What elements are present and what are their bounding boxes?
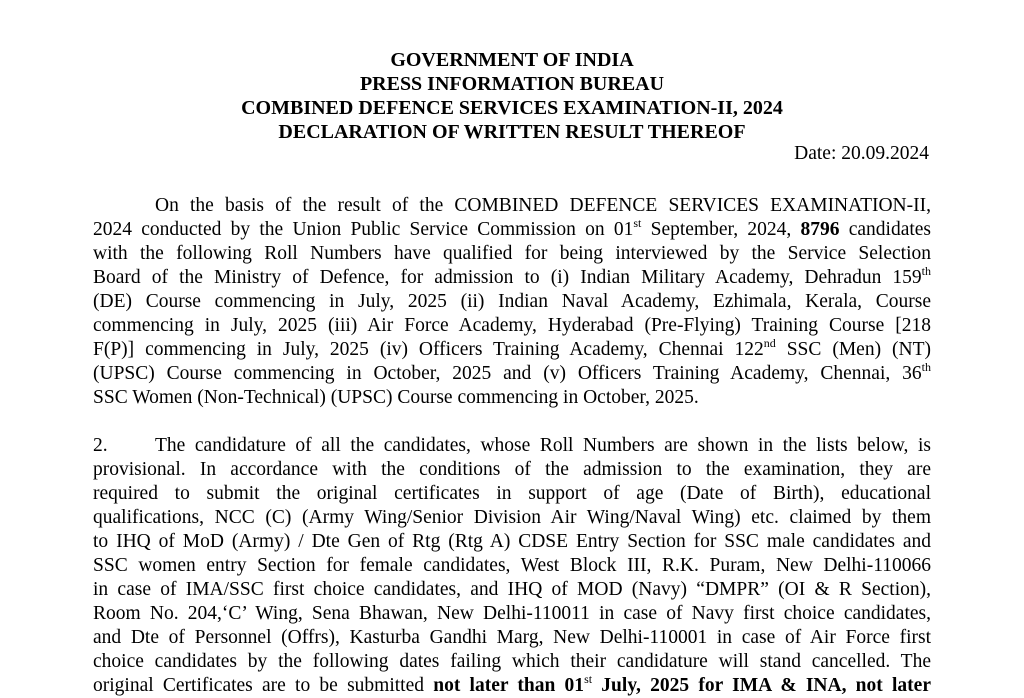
para2-line: in case of IMA/SSC first choice candidates, and IHQ of MOD (Navy) “DMPR” (OI & R Section), — [93, 579, 931, 600]
para1-line: SSC Women (Non-Technical) (UPSC) Course commencing in October, 2025. — [93, 387, 699, 408]
header-declaration: DECLARATION OF WRITTEN RESULT THEREOF — [278, 121, 746, 143]
header-government: GOVERNMENT OF INDIA — [390, 49, 634, 71]
para1-line: with the following Roll Numbers have qualified for being interviewed by the Service Selection — [93, 243, 931, 264]
para2-line: and Dte of Personnel (Offrs), Kasturba Gandhi Marg, New Delhi-110001 in case of Air Force first — [93, 627, 931, 648]
para1-line: (UPSC) Course commencing in October, 2025 and (v) Officers Training Academy, Chennai, 36th — [93, 360, 931, 384]
para2-line: provisional. In accordance with the conditions of the admission to the examination, they are — [93, 459, 931, 480]
header-exam-title: COMBINED DEFENCE SERVICES EXAMINATION-II, 2024 — [241, 97, 783, 119]
para1-line: (DE) Course commencing in July, 2025 (ii) Indian Naval Academy, Ezhimala, Kerala, Course — [93, 291, 931, 312]
para2-line: qualifications, NCC (C) (Army Wing/Senior Division Air Wing/Naval Wing) etc. claimed by them — [93, 507, 931, 528]
para2-number: 2. — [93, 435, 108, 456]
para1-line: F(P)] commencing in July, 2025 (iv) Officers Training Academy, Chennai 122nd SSC (Men) (NT) — [93, 336, 931, 360]
release-date: Date: 20.09.2024 — [794, 143, 929, 164]
para1-line: Board of the Ministry of Defence, for admission to (i) Indian Military Academy, Dehradun 159th — [93, 264, 931, 288]
para1-line: On the basis of the result of the COMBINED DEFENCE SERVICES EXAMINATION-II, — [155, 195, 931, 216]
para2-line: choice candidates by the following dates failing which their candidature will stand cancelled. The — [93, 651, 931, 672]
para2-line: SSC women entry Section for female candidates, West Block III, R.K. Puram, New Delhi-110066 — [93, 555, 931, 576]
para1-line: 2024 conducted by the Union Public Service Commission on 01st September, 2024, 8796 candidates — [93, 216, 932, 240]
para2-line: Room No. 204,‘C’ Wing, Sena Bhawan, New Delhi-110011 in case of Navy first choice candidates, — [93, 603, 931, 624]
para2-line: to IHQ of MoD (Army) / Dte Gen of Rtg (Rtg A) CDSE Entry Section for SSC male candidates and — [93, 531, 931, 552]
para1-line: commencing in July, 2025 (iii) Air Force Academy, Hyderabad (Pre-Flying) Training Course [218 — [93, 315, 931, 336]
para2-line: required to submit the original certificates in support of age (Date of Birth), educational — [93, 483, 931, 504]
header-bureau: PRESS INFORMATION BUREAU — [359, 73, 665, 95]
para2-line: 2. The candidature of all the candidates, whose Roll Numbers are shown in the lists below, is — [93, 435, 931, 456]
para2-line-cut: original Certificates are to be submitted not later than 01st July, 2025 for IMA & INA, not later — [93, 672, 931, 696]
